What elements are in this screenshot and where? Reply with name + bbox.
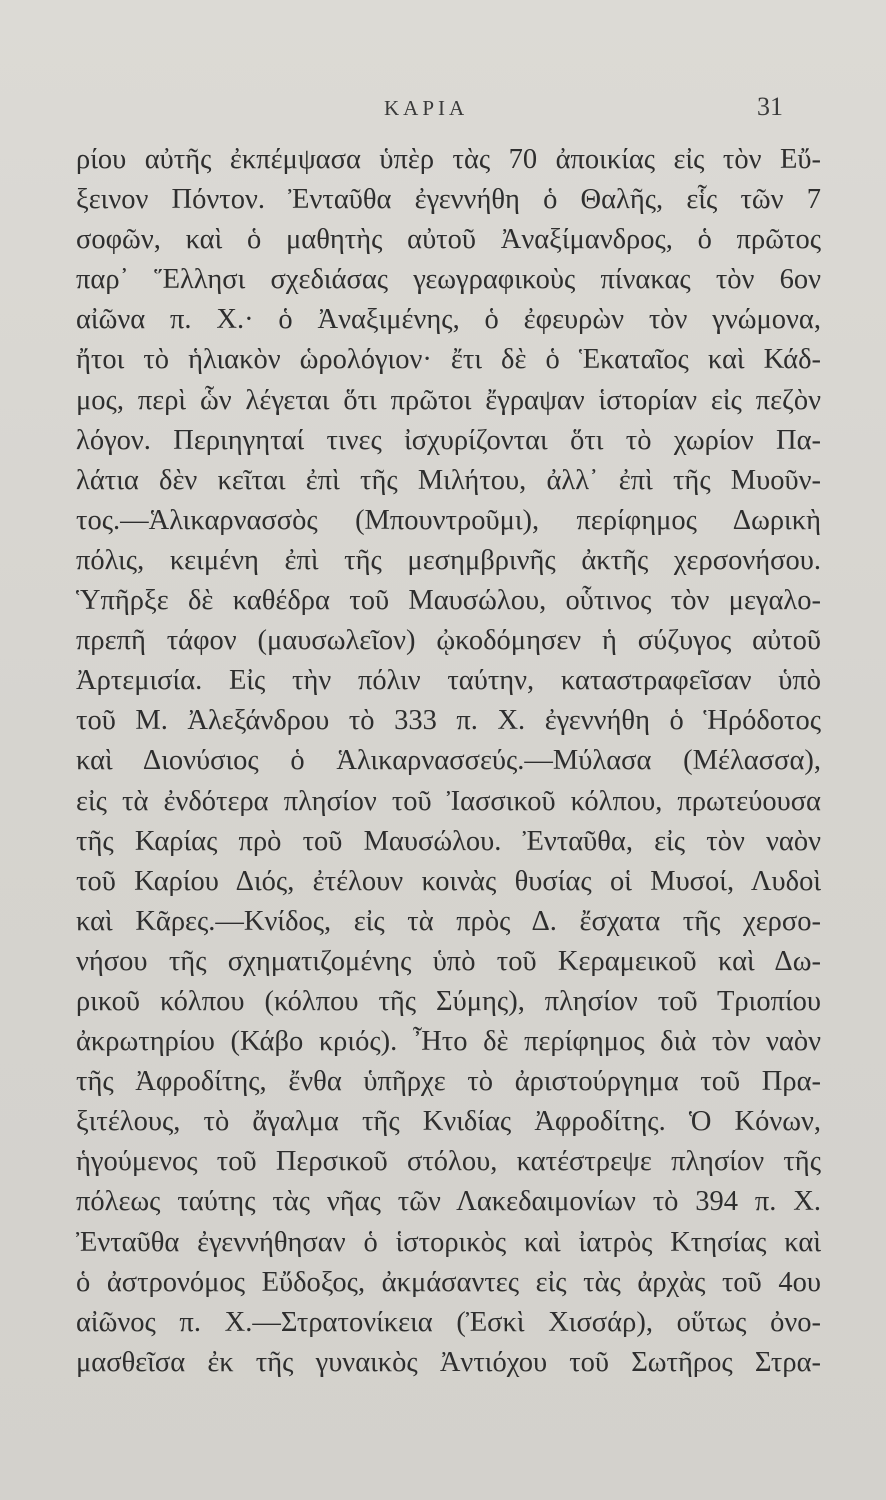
text-line: πρεπῆ τάφον (μαυσωλεῖον) ᾠκοδόμησεν ἡ σύζυγος αὐτοῦ — [76, 625, 821, 657]
text-line: ρικοῦ κόλπου (κόλπου τῆς Σύμης), πλησίον τοῦ Τριοπίου — [76, 985, 821, 1017]
text-line: πόλις, κειμένη ἐπὶ τῆς μεσημβρινῆς ἀκτῆς χερσονήσου. — [76, 544, 821, 576]
page-number: 31 — [757, 92, 783, 121]
text-line: ἀκρωτηρίου (Κάβο κριός). Ἦτο δὲ περίφημος διὰ τὸν ναὸν — [76, 1026, 821, 1058]
text-line: εἰς τὰ ἐνδότερα πλησίον τοῦ Ἰασσικοῦ κόλπου, πρωτεύουσα — [76, 785, 821, 817]
text-line: νήσου τῆς σχηματιζομένης ὑπὸ τοῦ Κεραμεικοῦ καὶ Δω- — [76, 945, 821, 977]
text-line: ρίου αὐτῆς ἐκπέμψασα ὑπὲρ τὰς 70 ἀποικίας εἰς τὸν Εὔ- — [76, 144, 821, 175]
text-line: ἡγούμενος τοῦ Περσικοῦ στόλου, κατέστρεψε πλησίον τῆς — [76, 1146, 821, 1178]
text-line: λόγον. Περιηγηταί τινες ἰσχυρίζονται ὅτι τὸ χωρίον Πα- — [76, 424, 821, 456]
text-line: Ἀρτεμισία. Εἰς τὴν πόλιν ταύτην, καταστραφεῖσαν ὑπὸ — [76, 665, 821, 697]
running-title: ΚΑΡΙΑ — [384, 96, 469, 120]
text-line: λάτια δὲν κεῖται ἐπὶ τῆς Μιλήτου, ἀλλ᾽ ἐπὶ τῆς Μυοῦν- — [76, 464, 821, 496]
text-line: καὶ Διονύσιος ὁ Ἁλικαρνασσεύς.—Μύλασα (Μέλασσα), — [76, 745, 821, 777]
text-line: ξιτέλους, τὸ ἄγαλμα τῆς Κνιδίας Ἀφροδίτης. Ὁ Κόνων, — [76, 1106, 821, 1138]
running-header — [0, 92, 886, 128]
text-line: Ἐνταῦθα ἐγεννήθησαν ὁ ἱστορικὸς καὶ ἰατρὸς Κτησίας καὶ — [76, 1226, 821, 1258]
text-line: αἰῶνα π. Χ.· ὁ Ἀναξιμένης, ὁ ἐφευρὼν τὸν γνώμονα, — [76, 304, 821, 336]
text-line: αἰῶνος π. Χ.—Στρατονίκεια (Ἐσκὶ Χισσάρ), οὕτως ὀνο- — [76, 1306, 821, 1338]
text-line: τοῦ Καρίου Διός, ἐτέλουν κοινὰς θυσίας οἱ Μυσοί, Λυδοὶ — [76, 865, 821, 897]
text-line: σοφῶν, καὶ ὁ μαθητὴς αὐτοῦ Ἀναξίμανδρος, ὁ πρῶτος — [76, 224, 821, 256]
text-line: τοῦ Μ. Ἀλεξάνδρου τὸ 333 π. Χ. ἐγεννήθη ὁ Ἡρόδοτος — [76, 705, 821, 737]
text-line: Ὑπῆρξε δὲ καθέδρα τοῦ Μαυσώλου, οὗτινος τὸν μεγαλο- — [76, 585, 821, 617]
text-line: ὁ ἀστρονόμος Εὔδοξος, ἀκμάσαντες εἰς τὰς ἀρχὰς τοῦ 4ου — [76, 1266, 821, 1298]
text-line: ξεινον Πόντον. Ἐνταῦθα ἐγεννήθη ὁ Θαλῆς, εἷς τῶν 7 — [76, 184, 821, 216]
text-line: πόλεως ταύτης τὰς νῆας τῶν Λακεδαιμονίων τὸ 394 π. Χ. — [76, 1186, 821, 1218]
text-line: μασθεῖσα ἐκ τῆς γυναικὸς Ἀντιόχου τοῦ Σωτῆρος Στρα- — [76, 1346, 821, 1378]
text-line: μος, περὶ ὧν λέγεται ὅτι πρῶτοι ἔγραψαν ἱστορίαν εἰς πεζὸν — [76, 384, 821, 416]
text-line: ἤτοι τὸ ἡλιακὸν ὡρολόγιον· ἔτι δὲ ὁ Ἑκαταῖος καὶ Κάδ- — [76, 344, 821, 376]
text-line: τῆς Καρίας πρὸ τοῦ Μαυσώλου. Ἐνταῦθα, εἰς τὸν ναὸν — [76, 825, 821, 857]
text-line: τῆς Ἀφροδίτης, ἔνθα ὑπῆρχε τὸ ἀριστούργημα τοῦ Πρα- — [76, 1066, 821, 1098]
text-line: παρ᾽ Ἕλλησι σχεδιάσας γεωγραφικοὺς πίνακας τὸν 6ον — [76, 264, 821, 296]
body-text — [76, 140, 821, 1383]
text-line: καὶ Κᾶρες.—Κνίδος, εἰς τὰ πρὸς Δ. ἔσχατα τῆς χερσο- — [76, 905, 821, 937]
text-line: τος.—Ἁλικαρνασσὸς (Μπουντροῦμι), περίφημος Δωρικὴ — [76, 504, 821, 536]
